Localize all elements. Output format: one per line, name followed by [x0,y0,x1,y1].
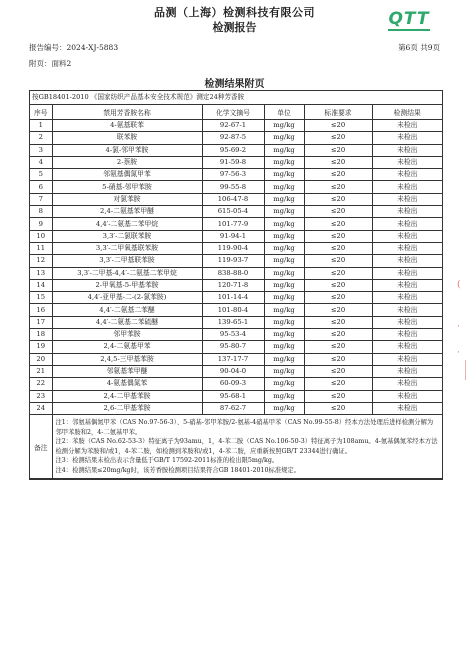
cell-name: 联苯胺 [52,132,202,144]
cell-seq: 14 [30,279,52,291]
cell-result: 未检出 [372,181,442,193]
cell-requirement: ≤20 [304,144,372,156]
cell-cas: 120-71-8 [202,279,264,291]
cell-result: 未检出 [372,132,442,144]
cell-seq: 10 [30,230,52,242]
cell-name: 邻甲苯胺 [52,329,202,341]
table-row [30,341,442,353]
table-row [30,279,442,291]
cell-name: 邻氨基偶氮甲苯 [52,169,202,181]
cell-requirement: ≤20 [304,378,372,390]
cell-seq: 1 [30,120,52,132]
cell-requirement: ≤20 [304,292,372,304]
cell-seq: 8 [30,206,52,218]
cell-cas: 139-65-1 [202,316,264,328]
cell-unit: mg/kg [264,390,304,402]
cell-seq: 24 [30,402,52,414]
results-table-box [29,90,443,480]
cell-unit: mg/kg [264,279,304,291]
cell-result: 未检出 [372,255,442,267]
cell-unit: mg/kg [264,120,304,132]
notes-row [30,415,442,479]
cell-cas: 101-77-9 [202,218,264,230]
cell-seq: 20 [30,353,52,365]
cell-name: 2,4-二甲基苯胺 [52,390,202,402]
cell-requirement: ≤20 [304,242,372,254]
table-row [30,267,442,279]
company-name: 品测（上海）检测科技有限公司 [154,6,315,19]
cell-seq: 7 [30,193,52,205]
cell-result: 未检出 [372,378,442,390]
table-row [30,230,442,242]
cell-unit: mg/kg [264,242,304,254]
cell-result: 未检出 [372,206,442,218]
cell-cas: 838-88-0 [202,267,264,279]
table-row [30,181,442,193]
notes-label: 备注 [30,415,52,479]
cell-name: 2,4,5-三甲基苯胺 [52,353,202,365]
cell-result: 未检出 [372,156,442,168]
cell-unit: mg/kg [264,132,304,144]
cell-seq: 9 [30,218,52,230]
company-logo [384,10,434,32]
cell-seq: 3 [30,144,52,156]
note-1: 注1：邻氨基偶氮甲苯（CAS No.97-56-3）、5-硝基-邻甲苯胺/2-氨基-4硝基甲苯（CAS No.99-55-8）经本方法处理后进样检测分解为邻甲苯胺和2，4-二氨基甲苯。 [55,419,434,436]
cell-cas: 106-47-8 [202,193,264,205]
table-row [30,218,442,230]
cell-seq: 2 [30,132,52,144]
cell-result: 未检出 [372,365,442,377]
cell-unit: mg/kg [264,353,304,365]
header-seq: 序号 [30,105,52,120]
results-table [30,105,442,479]
cell-seq: 4 [30,156,52,168]
table-body [30,120,442,415]
cell-cas: 99-55-8 [202,181,264,193]
cell-unit: mg/kg [264,169,304,181]
cell-result: 未检出 [372,169,442,181]
cell-requirement: ≤20 [304,329,372,341]
cell-result: 未检出 [372,341,442,353]
cell-unit: mg/kg [264,193,304,205]
header-cas: 化学文摘号 [202,105,264,120]
cell-unit: mg/kg [264,267,304,279]
cell-name: 5-硝基-邻甲苯胺 [52,181,202,193]
cell-requirement: ≤20 [304,132,372,144]
cell-seq: 17 [30,316,52,328]
cell-unit: mg/kg [264,156,304,168]
cell-unit: mg/kg [264,255,304,267]
cell-name: 2,4-二氨基苯甲醚 [52,206,202,218]
cell-result: 未检出 [372,144,442,156]
cell-requirement: ≤20 [304,193,372,205]
cell-cas: 60-09-3 [202,378,264,390]
cell-name: 4-氨基偶氮苯 [52,378,202,390]
cell-unit: mg/kg [264,316,304,328]
cell-requirement: ≤20 [304,206,372,218]
cell-cas: 615-05-4 [202,206,264,218]
stamp-mark-2: · [457,322,460,332]
cell-seq: 21 [30,365,52,377]
cell-requirement: ≤20 [304,218,372,230]
cell-seq: 18 [30,329,52,341]
table-row [30,378,442,390]
table-row [30,120,442,132]
cell-requirement: ≤20 [304,316,372,328]
cell-unit: mg/kg [264,206,304,218]
table-row [30,144,442,156]
cell-seq: 5 [30,169,52,181]
cell-seq: 15 [30,292,52,304]
table-row [30,365,442,377]
cell-result: 未检出 [372,304,442,316]
cell-cas: 95-80-7 [202,341,264,353]
cell-name: 3,3′-二甲氧基联苯胺 [52,242,202,254]
side-decoration [461,360,466,380]
report-number: 报告编号：2024-XJ-5883 [29,43,119,52]
cell-unit: mg/kg [264,304,304,316]
cell-cas: 91-94-1 [202,230,264,242]
table-row [30,206,442,218]
table-row [30,292,442,304]
cell-name: 4-氯-邻甲苯胺 [52,144,202,156]
note-4: 注4：检测结果≤20mg/kg时，该芳香胺检测项目结果符合GB 18401-2010标准规定。 [55,466,301,474]
side-stamp [455,280,469,370]
cell-unit: mg/kg [264,181,304,193]
cell-seq: 23 [30,390,52,402]
logo-text: QTT [388,9,430,29]
cell-unit: mg/kg [264,378,304,390]
cell-requirement: ≤20 [304,390,372,402]
stamp-mark-1: ( [457,280,461,290]
table-row [30,353,442,365]
cell-result: 未检出 [372,316,442,328]
cell-seq: 13 [30,267,52,279]
cell-result: 未检出 [372,267,442,279]
cell-cas: 95-68-1 [202,390,264,402]
cell-result: 未检出 [372,242,442,254]
cell-requirement: ≤20 [304,341,372,353]
cell-seq: 22 [30,378,52,390]
cell-name: 3,3′-二甲基-4,4′-二氨基二苯甲烷 [52,267,202,279]
cell-requirement: ≤20 [304,156,372,168]
cell-name: 4,4′-亚甲基-二-(2-氯苯胺) [52,292,202,304]
logo-underline [388,29,430,31]
cell-seq: 16 [30,304,52,316]
table-row [30,329,442,341]
cell-cas: 92-87-5 [202,132,264,144]
table-row [30,169,442,181]
cell-name: 3,3′-二氯联苯胺 [52,230,202,242]
table-row [30,193,442,205]
cell-result: 未检出 [372,402,442,414]
cell-unit: mg/kg [264,402,304,414]
page-number: 第6页 共9页 [398,43,440,52]
cell-unit: mg/kg [264,292,304,304]
header-result: 检测结果 [372,105,442,120]
cell-seq: 12 [30,255,52,267]
table-header-row [30,105,442,120]
header-name: 禁用芳香胺名称 [52,105,202,120]
cell-name: 3,3′-二甲基联苯胺 [52,255,202,267]
table-row [30,402,442,414]
cell-requirement: ≤20 [304,353,372,365]
cell-result: 未检出 [372,218,442,230]
cell-name: 2,6-二甲基苯胺 [52,402,202,414]
cell-cas: 97-56-3 [202,169,264,181]
cell-cas: 101-14-4 [202,292,264,304]
note-2: 注2：苯胺（CAS No.62-53-3）特征离子为93amu，1，4-苯二胺（CAS No.106-50-3）特征离子为108amu。4-氨基偶氮苯经本方法检测分解为苯胺和/或1，4-苯二胺，如检测到苯胺和/或1，4-苯二胺，应重新按照GB/T 23344进行确证。 [55,438,438,455]
table-row [30,255,442,267]
cell-cas: 95-53-4 [202,329,264,341]
cell-name: 对氯苯胺 [52,193,202,205]
cell-cas: 95-69-2 [202,144,264,156]
cell-cas: 119-93-7 [202,255,264,267]
cell-cas: 101-80-4 [202,304,264,316]
table-row [30,156,442,168]
cell-result: 未检出 [372,193,442,205]
cell-requirement: ≤20 [304,304,372,316]
cell-unit: mg/kg [264,329,304,341]
cell-result: 未检出 [372,353,442,365]
cell-name: 邻氨基苯甲醚 [52,365,202,377]
table-row [30,390,442,402]
cell-unit: mg/kg [264,230,304,242]
notes-content [52,415,442,479]
cell-result: 未检出 [372,279,442,291]
cell-unit: mg/kg [264,365,304,377]
cell-name: 4,4′-二氨基二苯硫醚 [52,316,202,328]
cell-requirement: ≤20 [304,279,372,291]
table-row [30,242,442,254]
stamp-mark-3: · [457,348,460,358]
cell-name: 2-甲氧基-5-甲基苯胺 [52,279,202,291]
cell-requirement: ≤20 [304,230,372,242]
cell-requirement: ≤20 [304,120,372,132]
cell-unit: mg/kg [264,218,304,230]
cell-requirement: ≤20 [304,402,372,414]
standard-line: 按GB18401-2010 《国家纺织产品基本安全技术规范》测定24种芳香胺 [30,91,442,105]
cell-result: 未检出 [372,230,442,242]
cell-requirement: ≤20 [304,255,372,267]
cell-name: 4,4′-二氨基二苯醚 [52,304,202,316]
cell-name: 2-萘胺 [52,156,202,168]
table-row [30,316,442,328]
cell-result: 未检出 [372,390,442,402]
cell-result: 未检出 [372,329,442,341]
cell-result: 未检出 [372,120,442,132]
report-subtitle: 检测报告 [212,21,257,34]
table-row [30,132,442,144]
cell-name: 2,4-二氨基甲苯 [52,341,202,353]
cell-cas: 92-67-1 [202,120,264,132]
cell-requirement: ≤20 [304,365,372,377]
header-requirement: 标准要求 [304,105,372,120]
cell-requirement: ≤20 [304,267,372,279]
cell-cas: 87-62-7 [202,402,264,414]
cell-requirement: ≤20 [304,169,372,181]
cell-seq: 19 [30,341,52,353]
note-3: 注3：检测结果未检出表示含量低于GB/T 17592-2011标准的检出限5mg/kg。 [55,457,279,465]
cell-seq: 11 [30,242,52,254]
cell-cas: 91-59-8 [202,156,264,168]
cell-result: 未检出 [372,292,442,304]
cell-unit: mg/kg [264,341,304,353]
cell-name: 4-氨基联苯 [52,120,202,132]
header-unit: 单位 [264,105,304,120]
attachment-label: 附页：面料2 [29,59,72,68]
table-row [30,304,442,316]
section-title: 检测结果附页 [204,79,265,90]
cell-seq: 6 [30,181,52,193]
cell-name: 4,4′-二氨基二苯甲烷 [52,218,202,230]
cell-cas: 119-90-4 [202,242,264,254]
cell-cas: 90-04-0 [202,365,264,377]
cell-requirement: ≤20 [304,181,372,193]
cell-unit: mg/kg [264,144,304,156]
cell-cas: 137-17-7 [202,353,264,365]
